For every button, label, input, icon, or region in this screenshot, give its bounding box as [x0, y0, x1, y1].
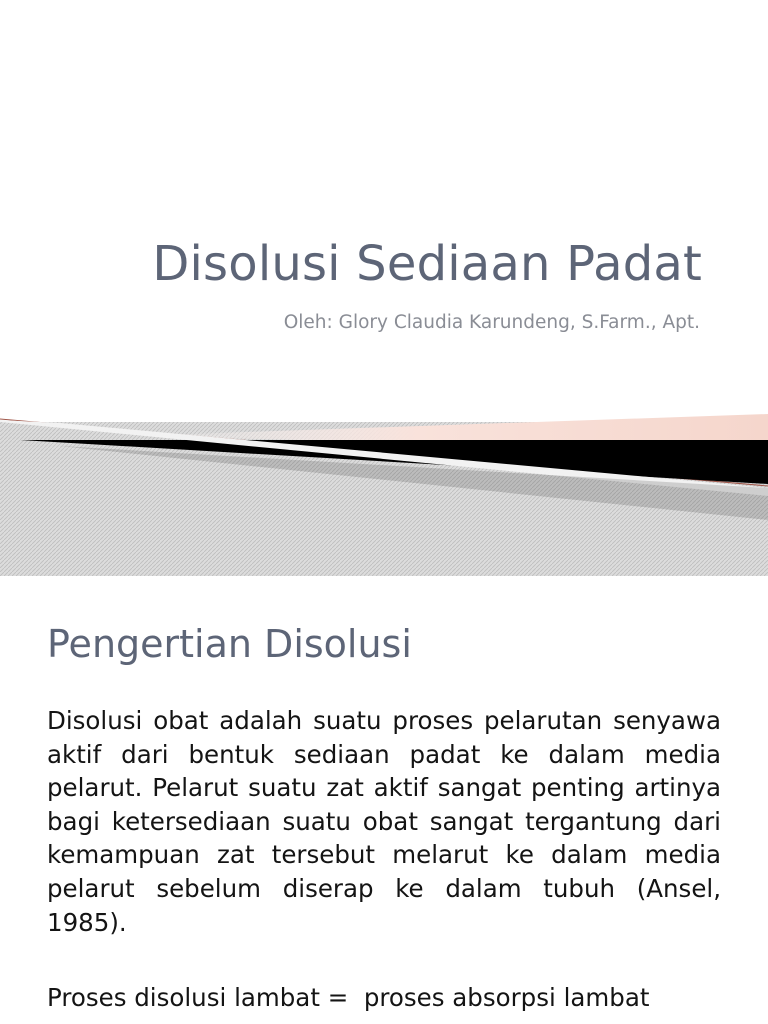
presentation-title: Disolusi Sediaan Padat [152, 236, 702, 292]
dissolution-absorption-statement: Proses disolusi lambat = proses absorpsi lambat [47, 983, 650, 1012]
content-slide [0, 576, 768, 1024]
decorative-band [0, 400, 768, 576]
presentation-subtitle: Oleh: Glory Claudia Karundeng, S.Farm., Apt. [283, 312, 700, 333]
band-white-wedge [0, 400, 768, 418]
slide-heading: Pengertian Disolusi [47, 622, 412, 666]
definition-paragraph: Disolusi obat adalah suatu proses pelarutan senyawa aktif dari bentuk sediaan padat ke dalam media pelarut. Pelarut suatu zat aktif sangat penting artinya bagi ketersediaan suatu obat sangat tergantung dari kemampuan zat tersebut melarut ke dalam media pelarut sebelum diserap ke dalam tubuh (Ansel, 1985). [47, 706, 721, 937]
